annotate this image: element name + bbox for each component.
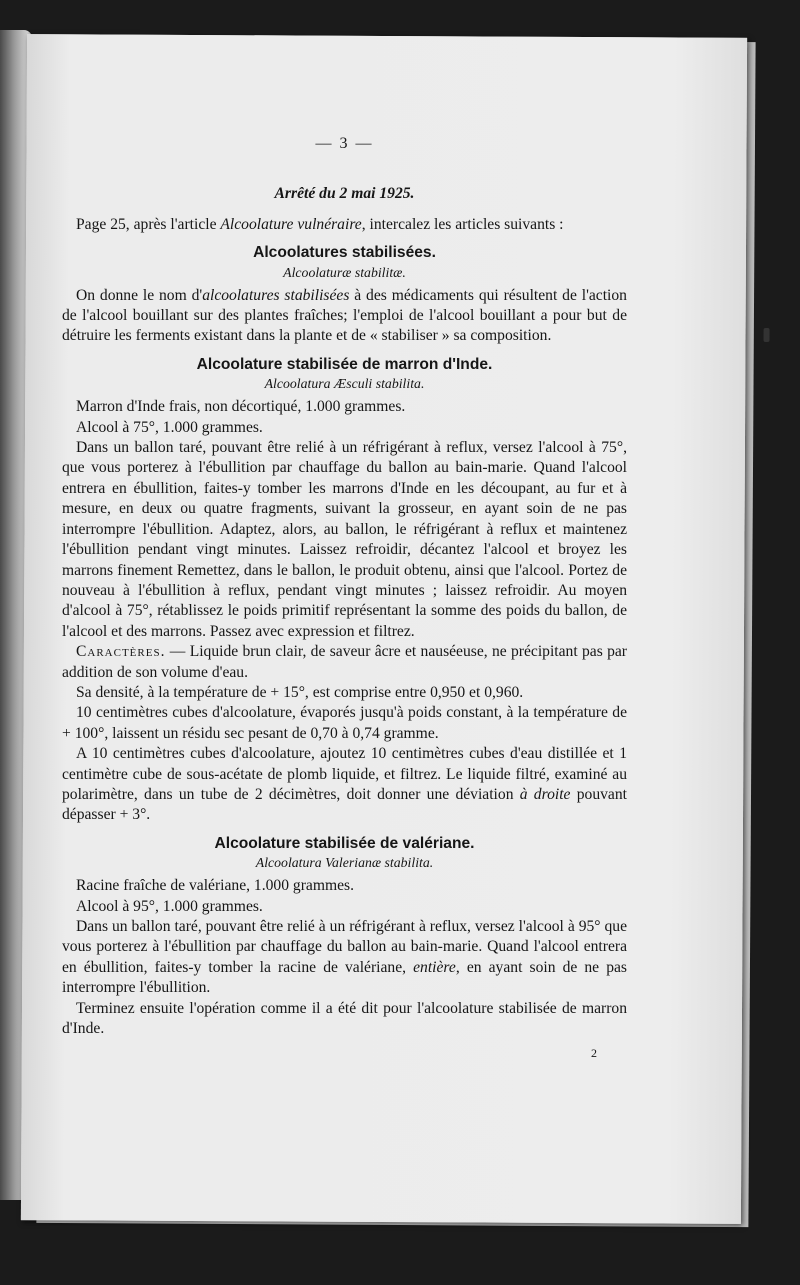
page-text — [62, 134, 627, 1064]
section-heading: Alcoolature stabilisée de marron d'Inde. — [196, 355, 493, 373]
decree-title: Arrêté du 2 mai 1925. — [274, 185, 415, 203]
section-heading: Alcoolatures stabilisées. — [253, 244, 436, 262]
characteristics-paragraph: Caractères. — Liquide brun clair, de saveur âcre et nauséeuse, ne précipitant pas par addition de son volume d'eau. — [62, 643, 627, 681]
page-edge-mark — [764, 328, 770, 342]
signature-mark: 2 — [591, 1046, 597, 1061]
ingredient-line: Alcool à 95°, 1.000 grammes. — [76, 897, 263, 915]
polarimeter-paragraph: A 10 centimètres cubes d'alcoolature, ajoutez 10 centimètres cubes d'eau distillée et 1 centimètre cube de sous-acétate de plomb liquide, et filtrez. Le liquide filtré, examiné au polarimètre, dans un tube de 2 décimètres, doit donner une déviation à droite pouvant dépasser + 3°. — [62, 745, 627, 824]
method-paragraph: Dans un ballon taré, pouvant être relié à un réfrigérant à reflux, versez l'alcool à 75°, que vous porterez à l'ébullition par chauffage du ballon au bain-marie. Quand l'alcool entrera en ébullition, faites-y tomber les marrons d'Inde en les découpant, au fur et à mesure, en deux ou quatre fragments, suivant la grosseur, en ayant soin de ne pas interrompre l'ébullition. Adaptez, alors, au ballon, le réfrigérant à reflux et maintenez l'ébullition pendant vingt minutes. Laissez refroidir, décantez l'alcool et broyez les marrons finement Remettez, dans le ballon, le produit obtenu, ainsi que l'alcool. Portez de nouveau à l'ébullition à reflux, pendant vingt minutes ; laissez refroidir. Au moyen d'alcool à 75°, rétablissez le poids primitif représentant la somme des poids du ballon, de l'alcool et des marrons. Passez avec expression et filtrez. — [62, 439, 627, 640]
definition-paragraph: On donne le nom d'alcoolatures stabilisées à des médicaments qui résultent de l'action de l'alcool bouillant sur des plantes fraîches; l'emploi de l'alcool bouillant a pour but de détruire les ferments existant dans la plante et de « stabiliser » sa composition. — [62, 286, 627, 345]
final-paragraph: Terminez ensuite l'opération comme il a été dit pour l'alcoolature stabilisée de marron d'Inde. — [62, 999, 627, 1038]
latin-name: Alcoolaturæ stabilitæ. — [283, 264, 406, 280]
latin-name: Alcoolatura Æsculi stabilita. — [264, 376, 425, 392]
density-paragraph: Sa densité, à la température de + 15°, est comprise entre 0,950 et 0,960. — [76, 683, 524, 701]
ingredient-line: Alcool à 75°, 1.000 grammes. — [76, 418, 263, 436]
ingredient-line: Racine fraîche de valériane, 1.000 grammes. — [76, 877, 354, 895]
page-number: — 3 — — [315, 135, 374, 152]
residue-paragraph: 10 centimètres cubes d'alcoolature, évaporés jusqu'à poids constant, à la température de + 100°, laissent un résidu sec pesant de 0,70 à 0,74 gramme. — [62, 704, 627, 742]
ingredient-line: Marron d'Inde frais, non décortiqué, 1.000 grammes. — [76, 398, 406, 416]
method-paragraph: Dans un ballon taré, pouvant être relié à un réfrigérant à reflux, versez l'alcool à 95° que vous porterez à l'ébullition par chauffage du ballon au bain-marie. Quand l'alcool entrera en ébullition, faites-y tomber la racine de valériane, entière, en ayant soin de ne pas interrompre l'ébullition. — [62, 918, 627, 997]
section-heading: Alcoolature stabilisée de valériane. — [214, 834, 475, 852]
intro-paragraph: Page 25, après l'article Alcoolature vulnéraire, intercalez les articles suivants : — [76, 215, 564, 233]
latin-name: Alcoolatura Valerianæ stabilita. — [255, 855, 434, 871]
